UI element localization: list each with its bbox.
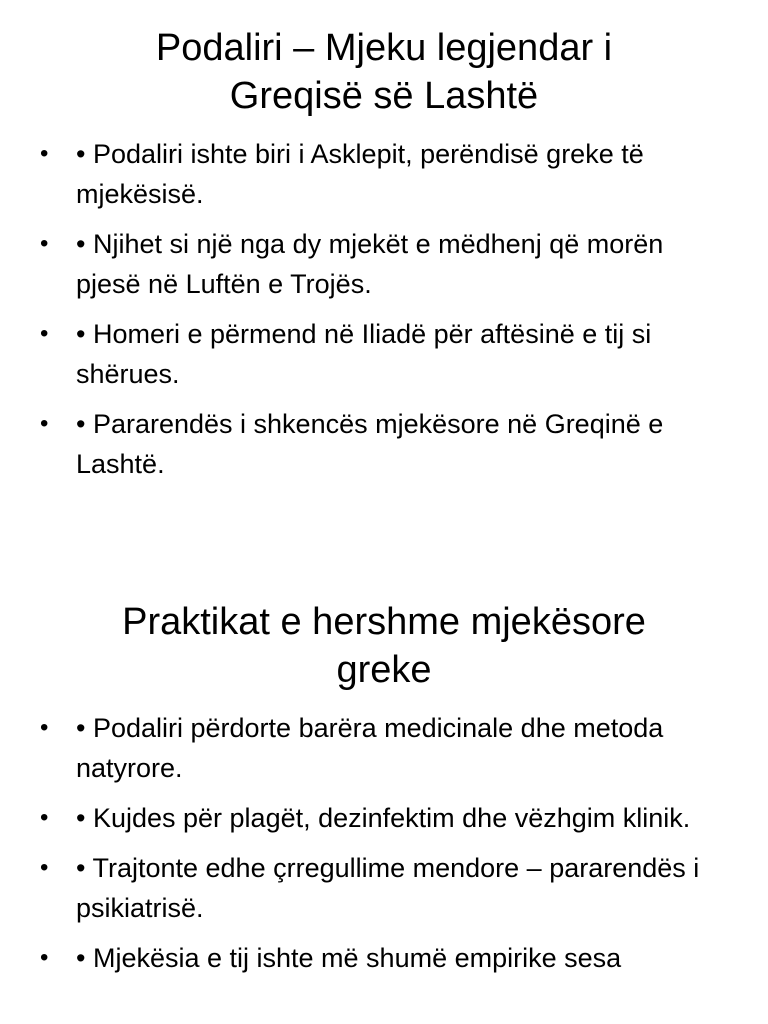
bullet-text: • Njihet si një nga dy mjekët e mëdhenj që morën pjesë në Luftën e Trojës. xyxy=(76,229,664,299)
bullet-item xyxy=(0,798,768,838)
bullet-list xyxy=(0,708,768,978)
title-line-1: Praktikat e hershme mjekësore xyxy=(122,601,646,643)
title-line-2: Greqisë së Lashtë xyxy=(229,75,539,117)
bullet-marker: • xyxy=(40,410,49,437)
bullet-marker: • xyxy=(40,320,49,347)
slide-title xyxy=(64,24,704,120)
title-line-2: greke xyxy=(336,649,432,691)
bullet-item xyxy=(0,224,768,304)
bullet-marker: • xyxy=(40,804,49,831)
bullet-list xyxy=(0,134,768,484)
bullet-marker: • xyxy=(40,944,49,971)
bullet-text: • Pararendës i shkencës mjekësore në Greqinë e Lashtë. xyxy=(76,409,664,479)
bullet-item xyxy=(0,708,768,788)
bullet-text: • Kujdes për plagët, dezinfektim dhe vëzhgim klinik. xyxy=(76,803,691,833)
bullet-text: • Podaliri përdorte barëra medicinale dhe metoda natyrore. xyxy=(76,713,664,783)
bullet-text: • Homeri e përmend në Iliadë për aftësinë e tij si shërues. xyxy=(76,319,652,389)
title-line-1: Podaliri – Mjeku legjendar i xyxy=(155,27,613,69)
bullet-text: • Mjekësia e tij ishte më shumë empirike sesa xyxy=(76,943,622,973)
bullet-marker: • xyxy=(40,230,49,257)
slide-practices xyxy=(0,598,768,988)
bullet-marker: • xyxy=(40,140,49,167)
bullet-text: • Trajtonte edhe çrregullime mendore – pararendës i psikiatrisë. xyxy=(76,853,700,923)
bullet-text: • Podaliri ishte biri i Asklepit, perëndisë greke të mjekësisë. xyxy=(76,139,644,209)
bullet-item xyxy=(0,314,768,394)
bullet-item xyxy=(0,404,768,484)
bullet-item xyxy=(0,848,768,928)
bullet-marker: • xyxy=(40,854,49,881)
bullet-item xyxy=(0,134,768,214)
bullet-marker: • xyxy=(40,714,49,741)
bullet-item xyxy=(0,938,768,978)
slide-title xyxy=(64,598,704,694)
slide-podaliri xyxy=(0,24,768,494)
